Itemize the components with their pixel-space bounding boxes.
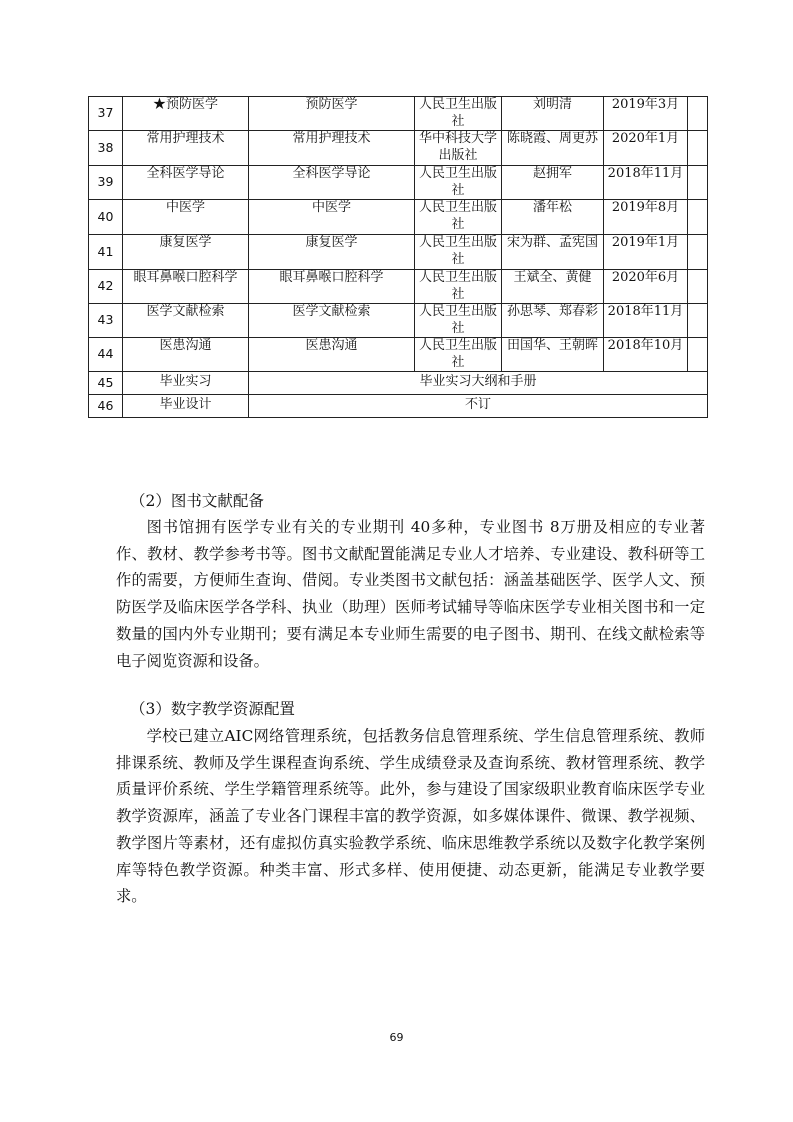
course-name: 医患沟通 [123,338,249,372]
row-number: 38 [89,131,123,166]
course-name: 中医学 [123,200,249,235]
publish-date: 2019年3月 [604,97,688,131]
merged-note: 不订 [249,395,708,418]
textbook-name: 医患沟通 [249,338,415,372]
table-row [89,97,708,131]
table-row [89,395,708,418]
table-row [89,270,708,304]
paragraph-digital: 学校已建立AIC网络管理系统，包括教务信息管理系统、学生信息管理系统、教师排课系统、教师及学生课程查询系统、学生成绩登录及查询系统、教材管理系统、教学质量评价系统、学生学籍管理系统等。此外，参与建设了国家级职业教育临床医学专业教学资源库，涵盖了专业各门课程丰富的教学资源，如多媒体课件、微课、教学视频、教学图片等素材，还有虚拟仿真实验教学系统、临床思维教学系统以及数字化教学案例库等特色教学资源。种类丰富、形式多样、使用便捷、动态更新，能满足专业教学要求。 [116,727,705,906]
textbook-name: 预防医学 [249,97,415,131]
publisher: 人民卫生出版社 [415,97,502,131]
author: 王斌全、黄健 [502,270,604,304]
table-row [89,304,708,338]
row-number: 46 [89,395,123,418]
publisher: 人民卫生出版社 [415,270,502,304]
textbook-table [88,96,708,418]
extra-cell [688,338,708,372]
publish-date: 2020年6月 [604,270,688,304]
extra-cell [688,200,708,235]
publish-date: 2018年11月 [604,304,688,338]
course-name: 常用护理技术 [123,131,249,166]
extra-cell [688,304,708,338]
table-row [89,200,708,235]
author: 潘年松 [502,200,604,235]
course-name: 医学文献检索 [123,304,249,338]
publisher: 人民卫生出版社 [415,304,502,338]
textbook-name: 中医学 [249,200,415,235]
row-number: 37 [89,97,123,131]
course-name: 毕业设计 [123,395,249,418]
publisher: 人民卫生出版社 [415,338,502,372]
row-number: 44 [89,338,123,372]
textbook-name: 眼耳鼻喉口腔科学 [249,270,415,304]
textbook-name: 医学文献检索 [249,304,415,338]
page-number: 69 [389,1031,404,1044]
course-name: 康复医学 [123,235,249,270]
publish-date: 2020年1月 [604,131,688,166]
extra-cell [688,97,708,131]
paragraph-library: 图书馆拥有医学专业有关的专业期刊 40多种，专业图书 8万册及相应的专业著作、教材、教学参考书等。图书文献配置能满足专业人才培养、专业建设、教科研等工作的需要，方便师生查询、借阅。专业类图书文献包括：涵盖基础医学、医学人文、预防医学及临床医学各学科、执业（助理）医师考试辅导等临床医学专业相关图书和一定数量的国内外专业期刊；要有满足本专业师生需要的电子图书、期刊、在线文献检索等电子阅览资源和设备。 [116,518,705,670]
author: 陈晓霞、周更苏 [502,131,604,166]
course-name: 毕业实习 [123,372,249,395]
row-number: 39 [89,166,123,200]
publisher: 人民卫生出版社 [415,235,502,270]
textbook-name: 全科医学导论 [249,166,415,200]
table-row [89,131,708,166]
section-heading-digital: （3）数字教学资源配置 [130,700,295,718]
textbook-name: 常用护理技术 [249,131,415,166]
author: 孙思琴、郑春彩 [502,304,604,338]
row-number: 42 [89,270,123,304]
table-row [89,166,708,200]
extra-cell [688,131,708,166]
author: 宋为群、孟宪国 [502,235,604,270]
extra-cell [688,235,708,270]
course-name: ★预防医学 [123,97,249,131]
row-number: 43 [89,304,123,338]
publisher: 人民卫生出版社 [415,166,502,200]
extra-cell [688,270,708,304]
author: 田国华、王朝晖 [502,338,604,372]
row-number: 41 [89,235,123,270]
publish-date: 2018年10月 [604,338,688,372]
merged-note: 毕业实习大纲和手册 [249,372,708,395]
course-name: 全科医学导论 [123,166,249,200]
extra-cell [688,166,708,200]
author: 刘明清 [502,97,604,131]
row-number: 40 [89,200,123,235]
course-name: 眼耳鼻喉口腔科学 [123,270,249,304]
section-heading-library: （2）图书文献配备 [130,492,264,510]
publish-date: 2018年11月 [604,166,688,200]
row-number: 45 [89,372,123,395]
author: 赵拥军 [502,166,604,200]
table-row [89,338,708,372]
publish-date: 2019年8月 [604,200,688,235]
publish-date: 2019年1月 [604,235,688,270]
publisher: 华中科技大学出版社 [415,131,502,166]
textbook-name: 康复医学 [249,235,415,270]
table-row [89,235,708,270]
publisher: 人民卫生出版社 [415,200,502,235]
table-row [89,372,708,395]
